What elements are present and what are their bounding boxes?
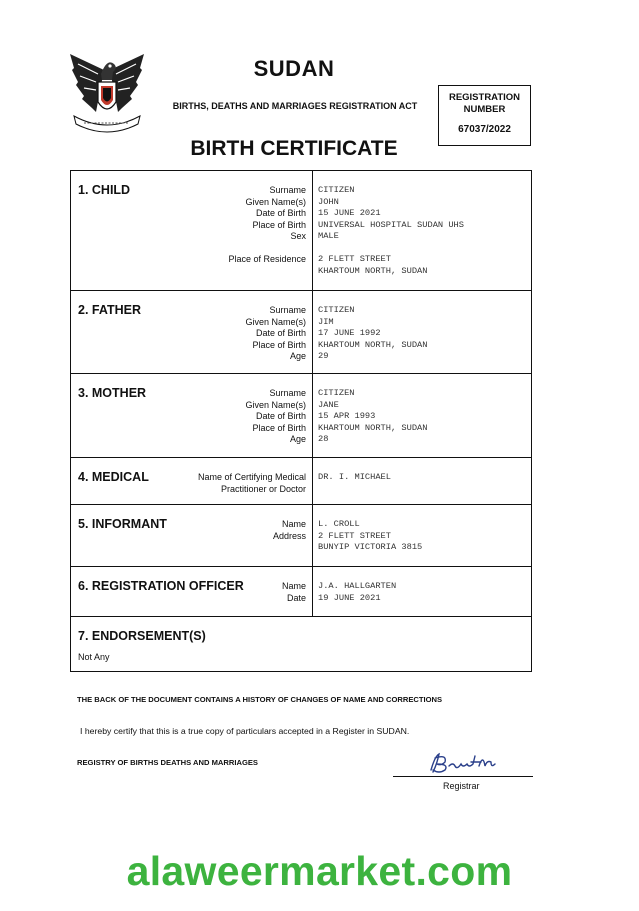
field-value: 29 [318,351,329,362]
field-value: KHARTOUM NORTH, SUDAN [318,265,428,276]
mother-values [318,388,427,446]
field-label: Practitioner or Doctor [220,483,306,494]
country-title: SUDAN [253,56,335,81]
field-label: Surname [269,305,306,315]
informant-values [318,519,422,554]
field-label: Given Name(s) [245,316,306,327]
father-labels [245,305,306,363]
endorsement-text: Not Any [78,652,110,662]
field-label: Date of Birth [255,208,306,219]
field-value: KHARTOUM NORTH, SUDAN [318,422,428,433]
field-label: Given Name(s) [245,399,306,410]
field-label: Name [281,519,306,529]
field-value: JOHN [318,196,339,207]
field-value: 28 [318,434,329,445]
child-section [71,171,531,290]
father-values [318,305,427,363]
mother-section [71,373,531,457]
field-value: CITIZEN [318,305,355,315]
field-label: Place of Birth [252,219,306,230]
officer-labels [282,581,306,604]
field-label: Age [289,434,306,445]
field-label: Place of Birth [252,339,306,350]
field-label: Surname [269,185,306,195]
field-label: Date of Birth [255,411,306,422]
field-value: DR. I. MICHAEL [318,472,391,482]
field-label: Age [289,351,306,362]
certificate-table [70,170,532,672]
registration-number: 67037/2022 [458,124,511,135]
field-value: 2 FLETT STREET [318,253,391,264]
field-value: MALE [318,231,339,242]
field-label: Sex [290,231,306,242]
field-value: UNIVERSAL HOSPITAL SUDAN UHS [318,219,464,230]
officer-values [318,581,396,604]
registrar-signature [425,750,505,776]
sudan-emblem-icon [68,50,146,136]
endorsement-section [71,616,531,671]
field-value: JIM [318,316,334,327]
medical-labels [198,472,306,495]
medical-values [318,472,391,484]
field-label: Place of Birth [252,422,306,433]
field-value: BUNYIP VICTORIA 3815 [318,542,423,553]
field-label: Date of Birth [255,328,306,339]
document-title: BIRTH CERTIFICATE [190,137,398,160]
field-label: Name of Certifying Medical [197,472,306,482]
field-label: Address [272,530,306,541]
father-section [71,290,531,373]
field-label: Surname [269,388,306,398]
informant-labels [273,519,306,542]
officer-title: 6. REGISTRATION OFFICER [78,579,244,593]
mother-title: 3. MOTHER [78,386,147,400]
medical-section [71,457,531,504]
child-labels [228,185,306,266]
field-label: Date [286,592,306,603]
field-value: 15 JUNE 2021 [318,208,381,219]
field-label: Place of Residence [228,253,306,264]
field-value: 17 JUNE 1992 [318,328,381,339]
field-label: Given Name(s) [245,196,306,207]
field-value: CITIZEN [318,388,355,398]
field-value: L. CROLL [318,519,360,529]
field-value: KHARTOUM NORTH, SUDAN [318,339,428,350]
back-note: THE BACK OF THE DOCUMENT CONTAINS A HISTORY OF CHANGES OF NAME AND CORRECTIONS [77,695,443,704]
field-value: 2 FLETT STREET [318,530,391,541]
informant-title: 5. INFORMANT [78,517,167,531]
registry-name: REGISTRY OF BIRTHS DEATHS AND MARRIAGES [77,758,258,767]
registration-number-box [438,85,531,146]
watermark-text: alaweermarket.com [126,848,513,894]
field-value: CITIZEN [318,185,355,195]
mother-labels [245,388,306,446]
field-value: 19 JUNE 2021 [318,592,381,603]
signature-line [393,776,533,777]
endorsement-title: 7. ENDORSEMENT(S) [78,629,206,643]
father-title: 2. FATHER [78,303,141,317]
number-label: NUMBER [463,104,506,115]
registration-label: REGISTRATION [448,92,521,103]
medical-title: 4. MEDICAL [78,470,149,484]
field-value: J.A. HALLGARTEN [318,581,397,591]
field-value: JANE [318,399,339,410]
act-title: BIRTHS, DEATHS AND MARRIAGES REGISTRATION ACT [172,101,418,111]
field-label: Name [281,581,306,591]
field-value: 15 APR 1993 [318,411,376,422]
child-values [318,185,464,277]
child-title: 1. CHILD [78,183,131,197]
informant-section [71,504,531,566]
certification-statement: I hereby certify that this is a true copy of particulars accepted in a Register in SUDAN. [80,726,410,736]
officer-section [71,566,531,616]
registrar-label: Registrar [443,781,480,791]
